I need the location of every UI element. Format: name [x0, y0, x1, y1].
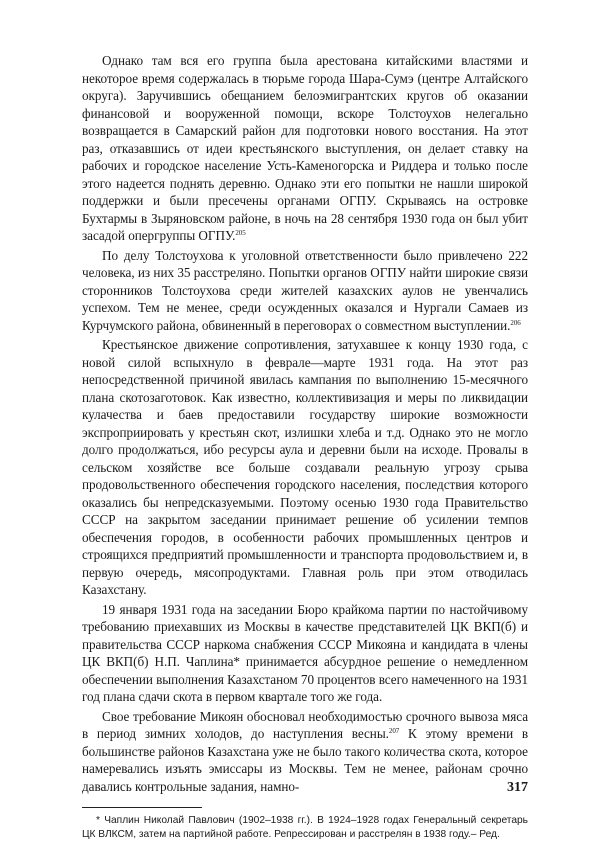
paragraph-text: Однако там вся его группа была арестована китайскими властями и некоторое время содержалась в тюрьме города Шара-Сумэ (центре Алтайского округа). Заручившись обещанием белоэмигрантских кругов об оказании финансовой и вооруженной помощи, вскоре Толстоухов нелегально возвращается в Самарский район для подготовки нового восстания. На этот раз, отказавшись от идеи крестьянского выступления, он делает ставку на рабочих и городское население Усть-Каменогорска и Риддера и только после этого надеется поднять деревню. Однако эти его попытки не нашли широкой поддержки и были пресечены органами ОГПУ. Скрываясь на островке Бухтармы в Зыряновском районе, в ночь на 28 сентября 1930 года он был убит засадой опергруппы ОГПУ. [82, 53, 528, 243]
footnote-ref: 205 [235, 229, 246, 237]
paragraph-4 [82, 601, 528, 706]
footnote-divider [82, 807, 202, 808]
paragraph-text: К этому времени в большинстве районов Казахстана уже не было такого количества скота, которое намеревались изъять эмиссары из Москвы. Тем не менее, районам срочно давались контрольные задания, намно- [82, 726, 528, 794]
paragraph-text: По делу Толстоухова к уголовной ответственности было привлечено 222 человека, из них 35 расстреляно. Попытки органов ОГПУ найти широкие связи сторонников Толстоухова среди жителей казахских аулов не увенчались успехом. Тем не менее, среди осужденных оказался и Нургали Самаев из Курчумского района, обвиненный в переговорах о совместном выступлении. [82, 247, 528, 333]
paragraph-text: Свое требование Микоян обосновал необходимостью срочного вывоза мяса в период зимних холодов, до наступления весны. [82, 708, 528, 741]
footnote-ref: 206 [510, 318, 521, 327]
paragraph-text: 19 января 1931 года на заседании Бюро крайкома партии по настойчивому требованию приехавших из Москвы в качестве представителей ЦК ВКП(б) и правительства СССР наркома снабжения СССР Микояна и кандидата в члены ЦК ВКП(б) Н.П. Чаплина* принимается абсурдное решение о немедленном обеспечении выполнения Казахстаном 70 процентов всего намеченного на 1931 год плана сдачи скота в первом квартале того же года. [82, 601, 528, 704]
paragraph-3 [82, 336, 528, 599]
paragraph-1 [82, 52, 528, 245]
body-text [82, 52, 528, 795]
page-number: 317 [507, 780, 528, 795]
paragraph-5 [82, 708, 528, 796]
footnote-ref: 207 [388, 727, 400, 735]
paragraph-2 [82, 247, 528, 335]
footnote: * Чаплин Николай Павлович (1902–1938 гг.). В 1924–1928 годах Генеральный секретарь ЦК ВЛКСМ, затем на партийной работе. Репрессирован и расстрелян в 1938 году.– Ред. [82, 815, 528, 841]
paragraph-text: Крестьянское движение сопротивления, затухавшее к концу 1930 года, с новой силой вспыхнуло в феврале—марте 1931 года. На этот раз непосредственной причиной явилась кампания по выполнению 15-месячного плана скотозаготовок. Как известно, коллективизация и меры по ликвидации кулачества и баев предоставили государству широкие возможности экспроприировать у крестьян скот, излишки хлеба и т.д. Однако это не могло долго продолжаться, ибо ресурсы аула и деревни были на исходе. Провалы в сельском хозяйстве все больше создавали реальную угрозу срыва продовольственного обеспечения городского населения, последствия которого оказались бы непредсказуемыми. Поэтому осенью 1930 года Правительство СССР на закрытом заседании принимает решение об усилении темпов обеспечения городов, в особенности рабочих промышленных центров и строящихся предприятий промышленности и транспорта продовольствием и, в первую очередь, мясопродуктами. Главная роль при этом отводилась Казахстану. [82, 337, 528, 597]
